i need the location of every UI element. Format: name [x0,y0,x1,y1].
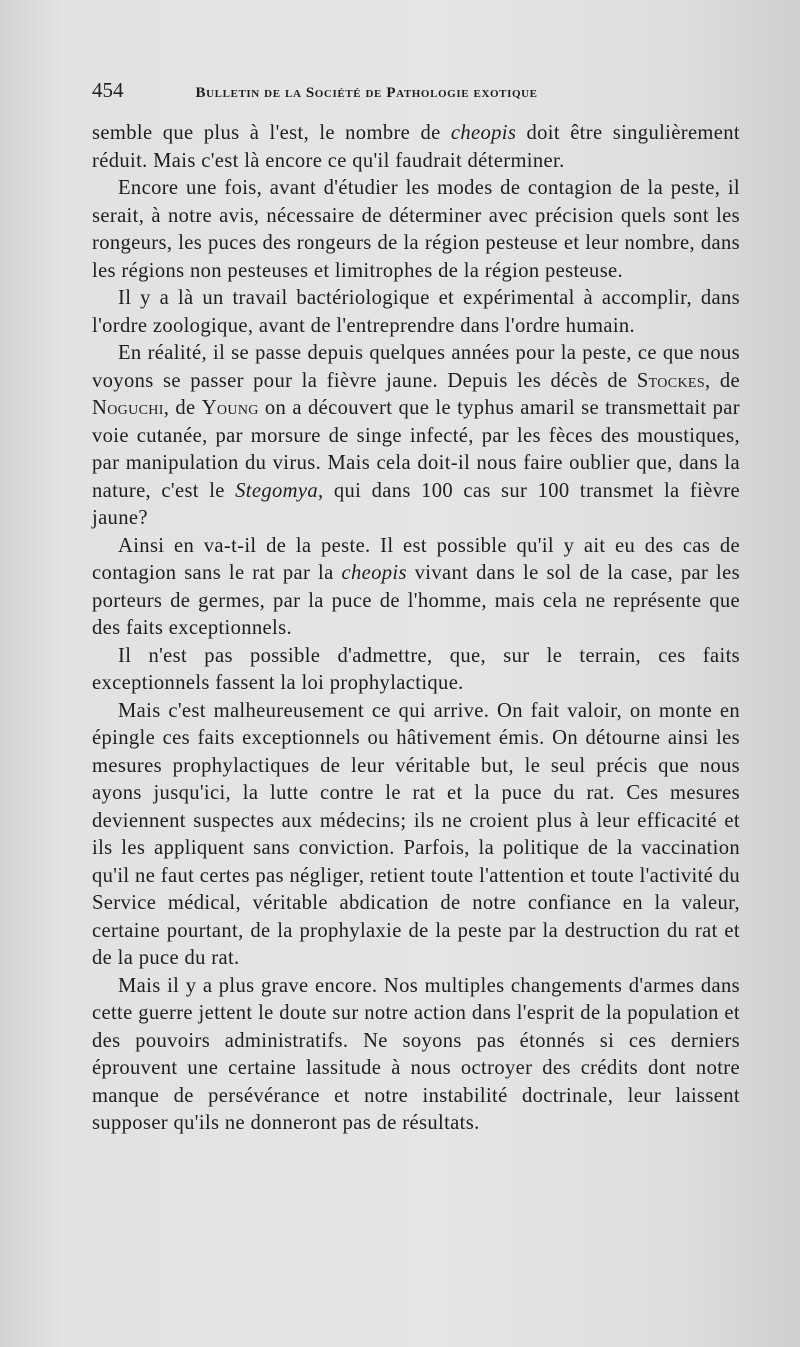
text-run: , de [163,397,202,419]
italic-term: cheopis [450,122,517,144]
paragraph [92,533,740,643]
paragraph [92,120,740,175]
text-run: Ainsi en va-t-il de la peste. Il est possible qu'il y ait eu des cas de contagion sans le rat par la [92,534,740,584]
text-run: Encore une fois, avant d'étudier les modes de contagion de la peste, il serait, à notre avis, nécessaire de déterminer avec précision quels sont les rongeurs, les puces des rongeurs de la région pesteuse et leur nombre, dans les régions non pesteuses et limitrophes de la région pesteuse. [92,177,740,282]
paragraph [92,643,740,698]
text-run: Il n'est pas possible d'admettre, que, sur le terrain, ces faits exceptionnels fassent la loi prophylactique. [92,644,740,694]
author-name: Noguchi [92,397,164,419]
paragraph [92,175,740,285]
text-run: vivant dans le sol de la case, par les porteurs de germes, par la puce de l'homme, mais cela ne représente que des faits exceptionnels. [92,562,740,639]
author-name: Stockes [636,369,705,392]
text-run: , qui dans 100 cas sur 100 transmet la fièvre jaune? [92,479,740,529]
body-text [92,120,740,1138]
paragraph [92,698,740,973]
italic-term: Stegomya [235,479,319,502]
text-run: En réalité, il se passe depuis quelques années pour la peste, ce que nous voyons se passer pour la fièvre jaune. Depuis les décès de [92,342,740,392]
text-run: semble que plus à l'est, le nombre de [92,122,451,144]
italic-term: cheopis [341,562,407,584]
text-run: doit être singulièrement réduit. Mais c'est là encore ce qu'il faudrait déterminer. [92,122,741,172]
text-run: on a découvert que le typhus amaril se transmettait par voie cutanée, par morsure de singe infecté, par les fèces des moustiques, par manipulation du virus. Mais cela doit-il nous faire oublier que, dans la nature, c'est le [92,397,740,502]
paragraph [92,340,740,533]
text-run: Mais c'est malheureusement ce qui arrive. On fait valoir, on monte en épingle ces faits exceptionnels ou hâtivement émis. On détourne ainsi les mesures prophylactiques de leur véritable but, le seul précis que nous ayons jusqu'ici, la lutte contre le rat et la puce du rat. Ces mesures deviennent suspectes aux médecins; ils ne croient plus à leur efficacité et ils les appliquent sans conviction. Parfois, la politique de la vaccination qu'il ne faut certes pas négliger, retient toute l'attention et toute l'activité du Service médical, véritable abdication de notre confiance en la valeur, certaine pourtant, de la prophylaxie de la peste par la destruction du rat et de la puce du rat. [92,699,740,969]
text-run: Il y a là un travail bactériologique et expérimental à accomplir, dans l'ordre zoologique, avant de l'entreprendre dans l'ordre humain. [92,287,740,337]
page-number: 454 [92,78,124,102]
running-head [92,78,752,103]
journal-title: Bulletin de la Société de Pathologie exotique [195,85,538,101]
paragraph [92,285,740,340]
text-run: , de [704,369,740,392]
author-name: Young [201,397,259,419]
paragraph [92,973,740,1138]
text-run: Mais il y a plus grave encore. Nos multiples changements d'armes dans cette guerre jettent le doute sur notre action dans l'esprit de la population et des pouvoirs administratifs. Ne soyons pas étonnés si ces derniers éprouvent une certaine lassitude à nous octroyer des crédits dont notre manque de persévérance et notre instabilité doctrinale, leur laissent supposer qu'ils ne donneront pas de résultats. [92,974,740,1134]
